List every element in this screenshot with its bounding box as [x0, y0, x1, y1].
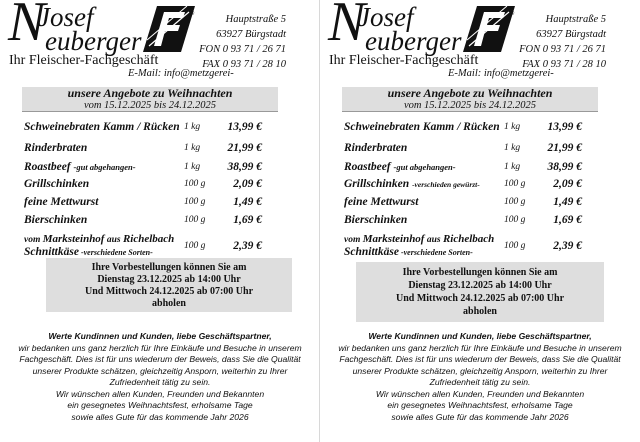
address-block: [199, 12, 286, 72]
product-price: 13,99 €: [227, 121, 262, 133]
offer-header: [22, 87, 278, 112]
closing-line: ein gesegnetes Weihnachtsfest, erholsame Tage: [387, 400, 573, 410]
address-street: Hauptstraße 5: [225, 14, 286, 25]
address-street: Hauptstraße 5: [545, 14, 606, 25]
preorder-box: [356, 262, 604, 322]
product-row: [342, 196, 598, 214]
product-price: 13,99 €: [547, 121, 582, 133]
special-village: Richelbach: [122, 233, 175, 245]
logo-euberger: euberger: [45, 26, 142, 56]
product-price: 1,49 €: [553, 196, 582, 208]
product-note: -gut abgehangen-: [73, 162, 136, 172]
address-city: 63927 Bürgstadt: [216, 29, 286, 40]
product-price: 1,69 €: [233, 214, 262, 226]
product-price: 21,99 €: [227, 142, 262, 154]
svg-text:®: ®: [189, 10, 195, 17]
product-qty: 100 g: [184, 215, 206, 225]
product-name: Grillschinken: [24, 178, 90, 190]
closing-greeting: Werte Kundinnen und Kunden, liebe Geschäftspartner,: [48, 331, 272, 341]
address-phone: FON 0 93 71 / 26 71: [199, 44, 286, 55]
product-row-special: [342, 233, 598, 259]
brand-logo: [8, 0, 195, 68]
preorder-line: Ihre Vorbestellungen können Sie am: [91, 262, 247, 273]
closing-line: Zufriedenheit tätig zu sein.: [109, 377, 211, 387]
product-price: 2,39 €: [233, 240, 262, 252]
closing-message: [320, 331, 640, 423]
email-line: E-Mail: info@metzgerei-: [448, 68, 554, 79]
address-fax: FAX 0 93 71 / 28 10: [202, 59, 286, 70]
product-price: 2,39 €: [553, 240, 582, 252]
offer-dates: vom 15.12.2025 bis 24.12.2025: [403, 100, 537, 111]
brand-logo: [328, 0, 515, 68]
email-line: E-Mail: info@metzgerei-: [128, 68, 234, 79]
product-name-text: Roastbeef: [24, 161, 71, 173]
product-row: [22, 214, 278, 232]
special-vom: vom: [24, 235, 43, 245]
product-name: feine Mettwurst: [24, 196, 99, 208]
product-qty: 1 kg: [504, 122, 521, 132]
product-name: [344, 161, 456, 173]
butcher-emblem-icon: [143, 6, 195, 52]
closing-line: Fachgeschäft. Dies ist für uns wiederum der Beweis, dass Sie die Qualität: [19, 354, 301, 364]
address-block: [519, 12, 606, 72]
product-price: 21,99 €: [547, 142, 582, 154]
product-price: 2,09 €: [553, 178, 582, 190]
product-row: [342, 121, 598, 139]
product-name: Rinderbraten: [344, 142, 408, 154]
product-qty: 100 g: [504, 197, 526, 207]
logo-n: N: [8, 0, 46, 53]
closing-greeting: Werte Kundinnen und Kunden, liebe Geschäftspartner,: [368, 331, 592, 341]
butcher-emblem-icon: [463, 6, 515, 52]
preorder-line: Und Mittwoch 24.12.2025 ab 07:00 Uhr: [395, 293, 565, 304]
product-name-text: Grillschinken: [344, 178, 410, 190]
product-note: -verschieden gewürzt-: [412, 180, 480, 189]
closing-line: wir bedanken uns ganz herzlich für Ihre Einkäufe und Besuche in unserem: [18, 342, 302, 353]
closing-message: [0, 331, 320, 423]
product-qty: 100 g: [504, 179, 526, 189]
preorder-line: Ihre Vorbestellungen können Sie am: [402, 267, 558, 278]
logo-n: N: [328, 0, 366, 53]
address-fax: FAX 0 93 71 / 28 10: [522, 59, 606, 70]
preorder-line: Und Mittwoch 24.12.2025 ab 07:00 Uhr: [84, 286, 254, 297]
product-row: [22, 161, 278, 179]
product-row: [342, 161, 598, 179]
product-note: -gut abgehangen-: [393, 162, 456, 172]
closing-line: Zufriedenheit tätig zu sein.: [429, 377, 531, 387]
product-name: [344, 178, 480, 190]
closing-line: Wir wünschen allen Kunden, Freunden und Bekannten: [375, 388, 585, 399]
product-qty: 100 g: [184, 197, 206, 207]
special-note: -verschiedene Sorten-: [398, 248, 473, 257]
product-name: Rinderbraten: [24, 142, 88, 154]
preorder-line: Dienstag 23.12.2025 ab 14:00 Uhr: [97, 274, 241, 285]
product-row: [22, 121, 278, 139]
preorder-line: Dienstag 23.12.2025 ab 14:00 Uhr: [408, 280, 552, 291]
product-name: feine Mettwurst: [344, 196, 419, 208]
product-qty: 1 kg: [184, 122, 201, 132]
product-row: [22, 196, 278, 214]
closing-line: sowie alles Gute für das kommende Jahr 2026: [71, 411, 249, 422]
special-line2: [24, 246, 153, 258]
flyer-right: [320, 0, 640, 442]
product-name: Schweinebraten Kamm / Rücken: [344, 121, 500, 133]
special-line1: [24, 233, 174, 245]
product-row: [22, 142, 278, 160]
logo-josef: Josef: [358, 2, 414, 32]
special-aus: aus: [424, 235, 443, 245]
offer-header: [342, 87, 598, 112]
closing-line: Wir wünschen allen Kunden, Freunden und Bekannten: [55, 388, 265, 399]
logo-euberger: euberger: [365, 26, 462, 56]
address-city: 63927 Bürgstadt: [536, 29, 606, 40]
product-qty: 100 g: [184, 179, 206, 189]
special-village: Richelbach: [442, 233, 495, 245]
closing-line: sowie alles Gute für das kommende Jahr 2026: [391, 411, 569, 422]
special-farm: Marksteinhof: [362, 233, 425, 245]
special-line2: [344, 246, 473, 258]
special-farm: Marksteinhof: [42, 233, 105, 245]
logo-tagline: Ihr Fleischer-Fachgeschäft: [329, 53, 479, 68]
logo-josef: Josef: [38, 2, 94, 32]
product-qty: 1 kg: [184, 162, 201, 172]
closing-line: wir bedanken uns ganz herzlich für Ihre Einkäufe und Besuche in unserem: [338, 342, 622, 353]
closing-line: ein gesegnetes Weihnachtsfest, erholsame Tage: [67, 400, 253, 410]
logo-tagline: Ihr Fleischer-Fachgeschäft: [9, 53, 159, 68]
product-row: [342, 214, 598, 232]
product-name: Bierschinken: [24, 214, 88, 226]
product-name: Bierschinken: [344, 214, 408, 226]
preorder-box: [46, 258, 292, 312]
closing-line: unserer Produkte schätzen, gleichzeitig Ansporn, weiterhin zu Ihrer: [32, 365, 288, 376]
special-vom: vom: [344, 235, 363, 245]
product-name: Schweinebraten Kamm / Rücken: [24, 121, 180, 133]
special-note: -verschiedene Sorten-: [78, 248, 153, 257]
special-product: Schnittkäse: [344, 246, 399, 258]
product-name-text: Roastbeef: [344, 161, 391, 173]
product-price: 1,69 €: [553, 214, 582, 226]
product-price: 2,09 €: [233, 178, 262, 190]
offer-dates: vom 15.12.2025 bis 24.12.2025: [83, 100, 217, 111]
product-qty: 100 g: [184, 241, 206, 251]
offer-title: unsere Angebote zu Weihnachten: [387, 86, 553, 100]
product-qty: 100 g: [504, 215, 526, 225]
product-price: 1,49 €: [233, 196, 262, 208]
product-qty: 100 g: [504, 241, 526, 251]
product-price: 38,99 €: [227, 161, 262, 173]
product-row: [342, 178, 598, 196]
product-qty: 1 kg: [504, 143, 521, 153]
product-price: 38,99 €: [547, 161, 582, 173]
product-row: [22, 178, 278, 196]
offer-title: unsere Angebote zu Weihnachten: [67, 86, 233, 100]
product-row-special: [22, 233, 278, 259]
closing-line: Fachgeschäft. Dies ist für uns wiederum der Beweis, dass Sie die Qualität: [339, 354, 621, 364]
product-name: [24, 161, 136, 173]
preorder-line: abholen: [463, 306, 497, 317]
address-phone: FON 0 93 71 / 26 71: [519, 44, 606, 55]
special-line1: [344, 233, 494, 245]
closing-line: unserer Produkte schätzen, gleichzeitig Ansporn, weiterhin zu Ihrer: [352, 365, 608, 376]
preorder-line: abholen: [152, 298, 186, 309]
product-row: [342, 142, 598, 160]
svg-text:®: ®: [509, 10, 515, 17]
product-qty: 1 kg: [184, 143, 201, 153]
special-aus: aus: [104, 235, 123, 245]
product-qty: 1 kg: [504, 162, 521, 172]
special-product: Schnittkäse: [24, 246, 79, 258]
